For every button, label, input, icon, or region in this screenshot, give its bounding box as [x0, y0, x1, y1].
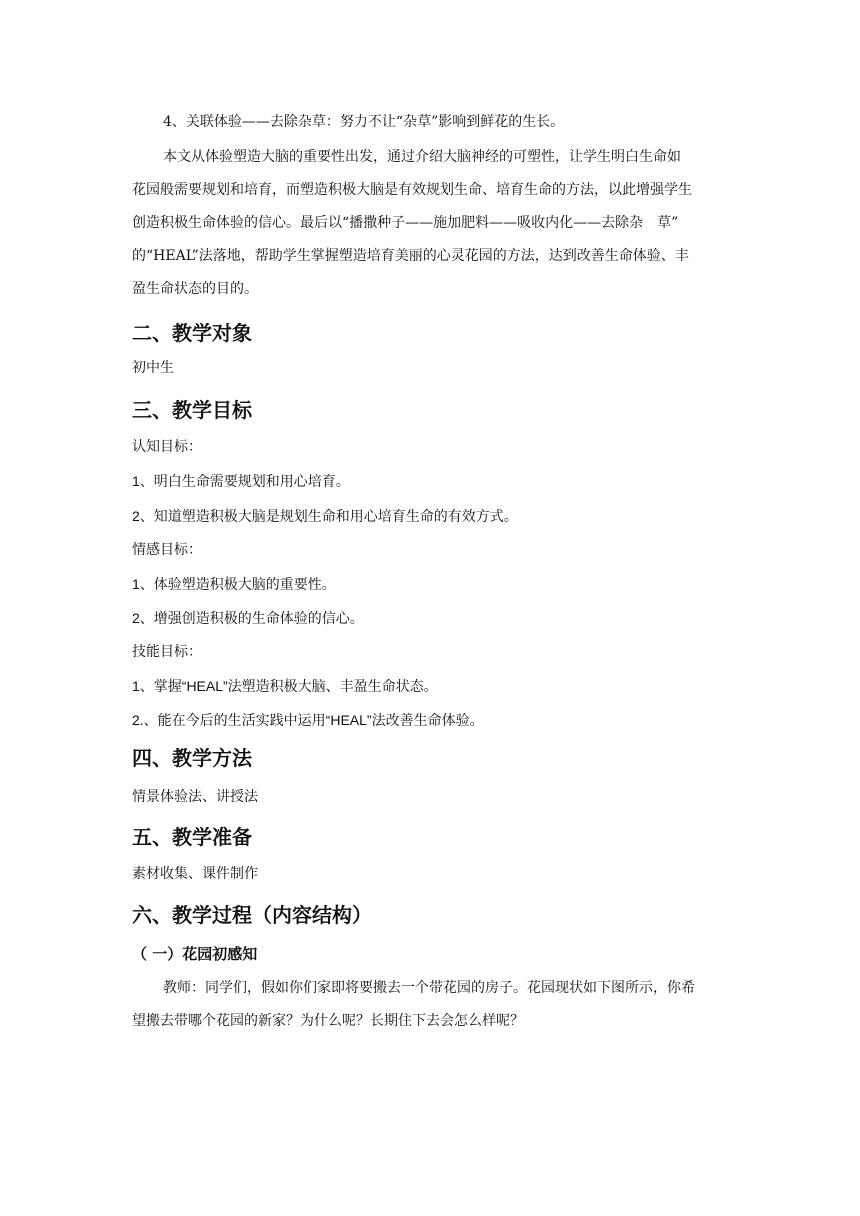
intro-item-4: 4、关联体验——去除杂草：努力不让“杂草”影响到鲜花的生长。 — [163, 114, 565, 130]
summary-line: 花园般需要规划和培育，而塑造积极大脑是有效规划生命、培育生命的方法，以此增强学生 — [132, 182, 692, 198]
section-heading-methods: 四、教学方法 — [132, 746, 252, 770]
emotional-item-2: 2、增强创造积极的生命体验的信心。 — [132, 610, 364, 626]
skill-label: 技能目标： — [132, 644, 202, 660]
summary-line: 的“HEAL”法落地，帮助学生掌握塑造培育美丽的心灵花园的方法，达到改善生命体验、丰 — [132, 248, 689, 264]
summary-line: 本文从体验塑造大脑的重要性出发，通过介绍大脑神经的可塑性，让学生明白生命如 — [163, 149, 681, 165]
methods-text: 情景体验法、讲授法 — [132, 789, 258, 805]
summary-line: 创造积极生命体验的信心。最后以“播撒种子——施加肥料——吸收内化——去除杂 草” — [132, 215, 679, 231]
cognitive-item-1: 1、明白生命需要规划和用心培育。 — [132, 473, 350, 489]
cognitive-item-2: 2、知道塑造积极大脑是规划生命和用心培育生命的有效方式。 — [132, 508, 518, 524]
subsection-heading-garden: （ 一）花园初感知 — [132, 945, 258, 963]
emotional-label: 情感目标： — [132, 542, 202, 558]
teacher-line: 望搬去带哪个花园的新家？为什么呢？长期住下去会怎么样呢？ — [132, 1013, 524, 1029]
emotional-item-1: 1、体验塑造积极大脑的重要性。 — [132, 576, 336, 592]
section-heading-audience: 二、教学对象 — [132, 321, 252, 345]
cognitive-label: 认知目标： — [132, 439, 202, 455]
section-heading-preparation: 五、教学准备 — [132, 825, 252, 849]
teacher-line: 教师：同学们，假如你们家即将要搬去一个带花园的房子。花园现状如下图所示，你希 — [163, 980, 695, 996]
preparation-text: 素材收集、课件制作 — [132, 866, 258, 882]
teacher-paragraph — [132, 972, 736, 1038]
summary-line: 盈生命状态的目的。 — [132, 281, 258, 297]
intro-summary-paragraph — [132, 141, 736, 306]
section-heading-objectives: 三、教学目标 — [132, 398, 252, 422]
section-heading-process: 六、教学过程（内容结构） — [132, 903, 372, 927]
skill-item-2: 2.、能在今后的生活实践中运用“HEAL”法改善生命体验。 — [132, 712, 484, 728]
audience-text: 初中生 — [132, 360, 174, 376]
skill-item-1: 1、掌握“HEAL”法塑造积极大脑、丰盈生命状态。 — [132, 678, 438, 694]
